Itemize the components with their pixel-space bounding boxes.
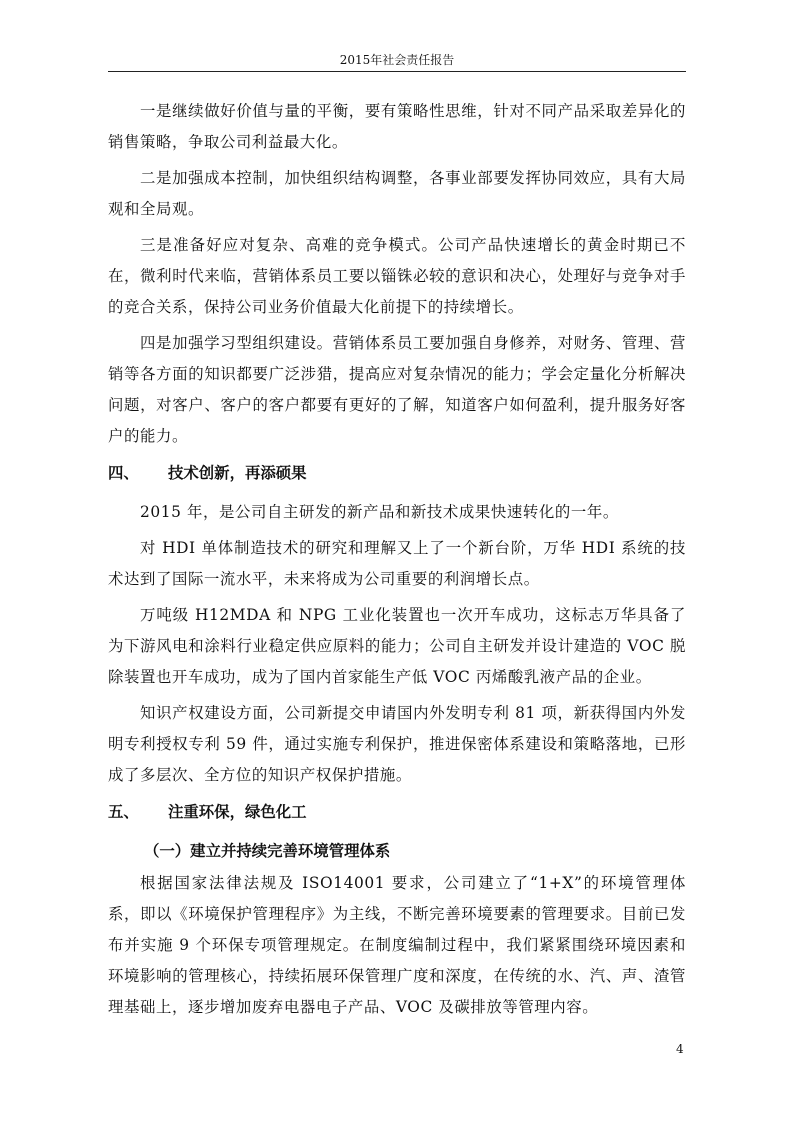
page-body — [108, 96, 686, 1028]
section-number: 五、 — [108, 803, 139, 821]
section-heading-4 — [108, 458, 686, 488]
page-number: 4 — [676, 1042, 684, 1056]
header-divider — [108, 71, 686, 72]
subsection-heading: （一）建立并持续完善环境管理体系 — [144, 842, 391, 860]
section-title: 技术创新，再添硕果 — [168, 464, 307, 482]
section-title: 注重环保，绿色化工 — [168, 803, 307, 821]
paragraph-strategy-4: 四是加强学习型组织建设。营销体系员工要加强自身修养，对财务、管理、营销等各方面的知识都要广泛涉猎，提高应对复杂情况的能力；学会定量化分析解决问题，对客户、客户的客户都要有更好的了解，知道客户如何盈利，提升服务好客户的能力。 — [108, 334, 686, 445]
paragraph-environment-1: 根据国家法律法规及 ISO14001 要求，公司建立了“1+X”的环境管理体系，即以《环境保护管理程序》为主线，不断完善环境要素的管理要求。目前已发布并实施 9 个环保专项管理规定。在制度编制过程中，我们紧紧围绕环境因素和环境影响的管理核心，持续拓展环保管理广度和深度，在传统的水、汽、声、渣管理基础上，逐步增加废弃电器电子产品、VOC 及碳排放等管理内容。 — [108, 874, 686, 1016]
section-heading-5 — [108, 797, 686, 827]
paragraph-innovation-2: 对 HDI 单体制造技术的研究和理解又上了一个新台阶，万华 HDI 系统的技术达到了国际一流水平，未来将成为公司重要的利润增长点。 — [108, 539, 686, 588]
paragraph-innovation-3: 万吨级 H12MDA 和 NPG 工业化装置也一次开车成功，这标志万华具备了为下游风电和涂料行业稳定供应原料的能力；公司自主研发并设计建造的 VOC 脱除装置也开车成功，成为了国内首家能生产低 VOC 丙烯酸乳液产品的企业。 — [108, 606, 686, 686]
section-number: 四、 — [108, 464, 139, 482]
paragraph-strategy-2: 二是加强成本控制，加快组织结构调整，各事业部要发挥协同效应，具有大局观和全局观。 — [108, 169, 686, 218]
paragraph-strategy-3: 三是准备好应对复杂、高难的竞争模式。公司产品快速增长的黄金时期已不在，微利时代来临，营销体系员工要以锱铢必较的意识和决心，处理好与竞争对手的竞合关系，保持公司业务价值最大化前提下的持续增长。 — [108, 236, 686, 316]
paragraph-innovation-4: 知识产权建设方面，公司新提交申请国内外发明专利 81 项，新获得国内外发明专利授权专利 59 件，通过实施专利保护，推进保密体系建设和策略落地，已形成了多层次、全方位的知识产权保护措施。 — [108, 704, 686, 784]
paragraph-innovation-1: 2015 年，是公司自主研发的新产品和新技术成果快速转化的一年。 — [140, 503, 619, 521]
page-header-title: 2015年社会责任报告 — [339, 53, 455, 67]
paragraph-strategy-1: 一是继续做好价值与量的平衡，要有策略性思维，针对不同产品采取差异化的销售策略，争取公司利益最大化。 — [108, 102, 686, 151]
